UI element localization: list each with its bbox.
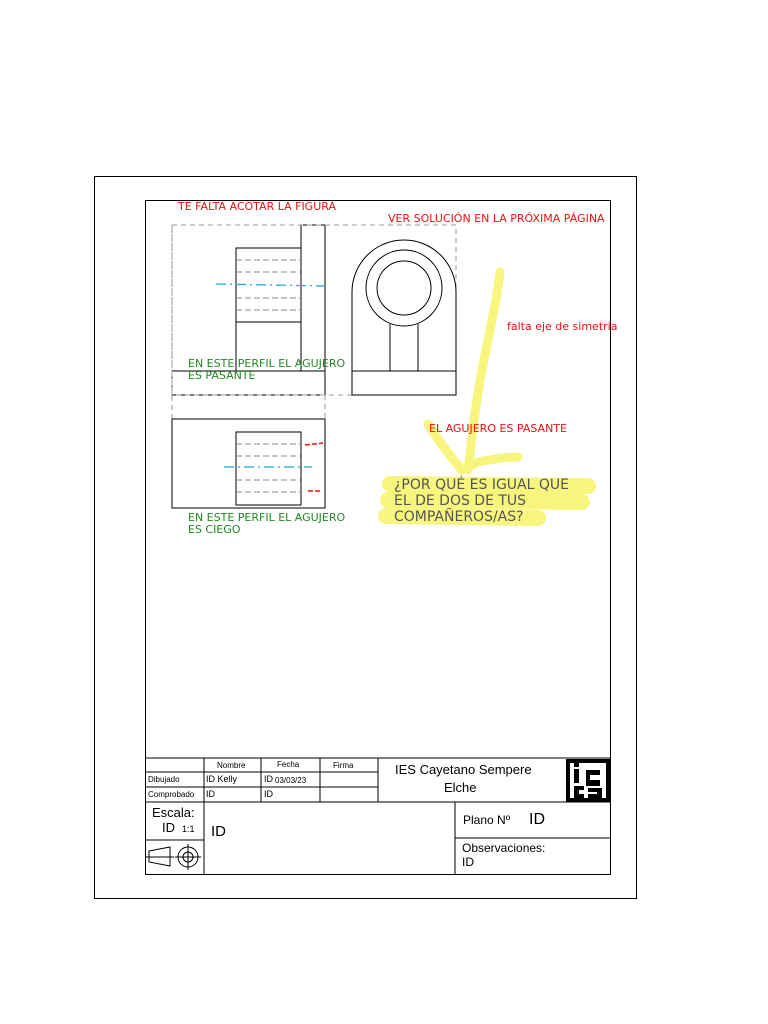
row-dibujado-label: Dibujado <box>148 775 180 784</box>
dibujado-fecha-id: ID <box>264 774 273 784</box>
school-logo-icon <box>566 759 610 802</box>
col-fecha-header: Fecha <box>277 760 300 769</box>
profile-view-hidden-lines <box>236 444 301 492</box>
profile-view <box>172 419 325 508</box>
comprobado-fecha: ID <box>264 789 273 799</box>
profile-blind-line2: ES CIEGO <box>188 523 241 536</box>
projection-symbol-icon <box>145 844 201 870</box>
see-solution-note: VER SOLUCIÓN EN LA PRÓXIMA PÁGINA <box>388 212 605 225</box>
escala-label: Escala: <box>152 805 195 820</box>
dibujado-fecha: 03/03/23 <box>275 776 307 785</box>
question-line2: EL DE DOS DE TUS <box>394 493 527 509</box>
question-line3: COMPAÑEROS/AS? <box>394 509 524 525</box>
missing-symmetry-axis-note: falta eje de simetría <box>507 320 618 333</box>
drawing-title: ID <box>211 823 226 840</box>
school-name: IES Cayetano Sempere <box>395 762 532 777</box>
profile-blind-note <box>188 512 345 536</box>
plano-label: Plano Nº <box>463 813 511 827</box>
row-comprobado-label: Comprobado <box>148 790 195 799</box>
missing-dimensions-note: TE FALTA ACOTAR LA FIGURA <box>178 200 336 213</box>
escala-id: ID <box>162 820 175 835</box>
col-nombre-header: Nombre <box>217 761 246 770</box>
question-note <box>394 477 569 525</box>
profile-through-note <box>188 358 345 382</box>
col-firma-header: Firma <box>333 761 354 770</box>
comprobado-nombre: ID <box>206 789 215 799</box>
profile-blind-line1: EN ESTE PERFIL EL AGUJERO <box>188 511 346 524</box>
construction-guides <box>172 225 456 420</box>
escala-value: 1:1 <box>182 824 195 834</box>
observaciones-value: ID <box>462 855 474 869</box>
plano-value: ID <box>529 811 545 828</box>
side-view <box>352 240 456 395</box>
school-city: Elche <box>444 780 477 795</box>
question-line1: ¿POR QUÉ ES IGUAL QUE <box>394 477 569 493</box>
through-hole-note: EL AGUJERO ES PASANTE <box>429 422 567 435</box>
profile-through-line1: EN ESTE PERFIL EL AGUJERO <box>188 357 346 370</box>
dibujado-nombre: ID Kelly <box>206 774 238 784</box>
observaciones-label: Observaciones: <box>462 841 546 855</box>
profile-through-line2: ES PASANTE <box>188 369 256 382</box>
front-view-axis <box>216 284 325 286</box>
